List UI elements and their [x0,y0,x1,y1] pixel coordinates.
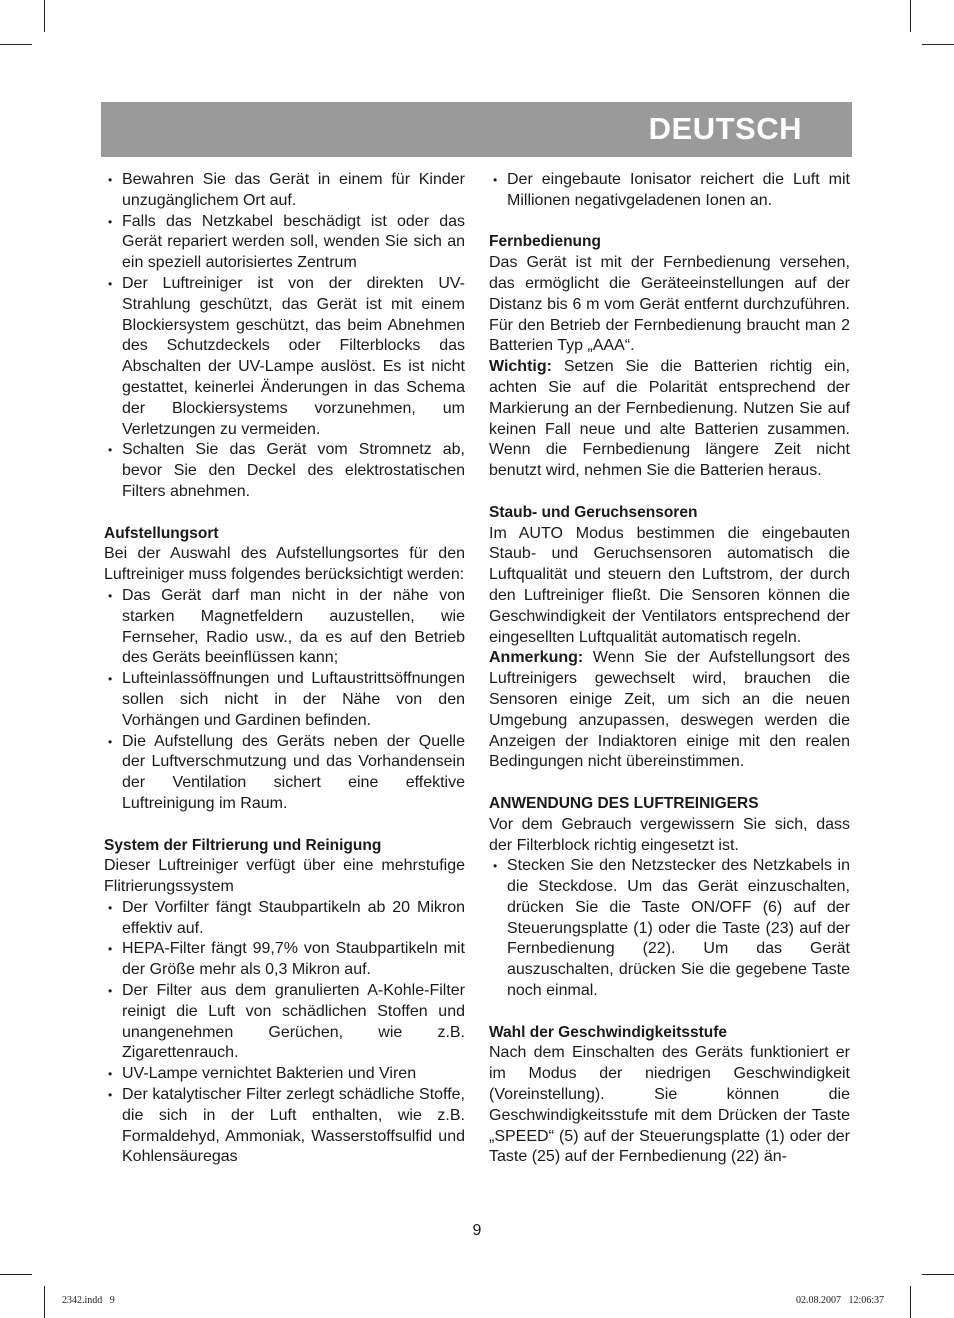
list-item: • HEPA-Filter fängt 99,7% von Staubpartikeln mit der Größe mehr als 0,3 Mikron auf. [104,939,465,981]
crop-mark [910,1286,911,1318]
crop-mark [922,1274,954,1275]
section-heading-fernbedienung: Fernbedienung [489,233,601,251]
placement-bullet-list [104,586,465,815]
crop-mark [910,0,911,32]
usage-bullet-list [489,856,850,1002]
list-item: • Bewahren Sie das Gerät in einem für Kinder unzugänglichem Ort auf. [104,170,465,212]
language-title: DEUTSCH [648,111,802,146]
right-column [489,170,850,1168]
ionizer-bullet-list [489,170,850,212]
page-number: 9 [472,1222,482,1239]
list-item: • UV-Lampe vernichtet Bakterien und Viren [104,1064,465,1085]
list-item: • Stecken Sie den Netzstecker des Netzkabels in die Steckdose. Um das Gerät einzuschalten, drücken Sie die Taste ON/OFF (6) auf der Steuerungsplatte (1) oder die Taste (23) auf der Fernbedienung (22). Um das Gerät auszuschalten, drücken Sie die gegebene Taste noch einmal. [489,856,850,1002]
list-item: • Das Gerät darf man nicht in der nähe von starken Magnetfeldern auzustellen, wie Fernseher, Radio usw., da es auf den Betrieb des Geräts beeinflüssen kann; [104,586,465,669]
list-item: • Der katalytischer Filter zerlegt schädliche Stoffe, die sich in der Luft enthalten, wie z.B. Formaldehyd, Ammoniak, Wasserstoffsulfid und Kohlensäuregas [104,1085,465,1168]
section-heading-sensoren: Staub- und Geruchsensoren [489,503,698,521]
list-item: • Der Vorfilter fängt Staubpartikeln ab 20 Mikron effektiv auf. [104,898,465,940]
section-text: Dieser Luftreiniger verfügt über eine mehrstufige Flitrierungssystem [104,857,465,896]
list-item: • Schalten Sie das Gerät vom Stromnetz ab, bevor Sie den Deckel des elektrostatischen Filters abnehmen. [104,440,465,502]
section-text: Im AUTO Modus bestimmen die eingebauten Staub- und Geruchsensoren automatisch die Luftqualität und steuern den Luftstrom, der durch den Luftreiniger fließt. Die Sensoren können die Geschwindigkeit der Ventilators entsprechend der eingesellten Luftqualität automatisch regeln. [489,524,850,646]
section-heading-filtrierung: System der Filtrierung und Reinigung [104,836,382,854]
section-text: Nach dem Einschalten des Geräts funktioniert er im Modus der niedrigen Geschwindigkeit (Voreinstellung). Sie können die Geschwindigkeitsstufe mit dem Drücken der Taste „SPEED“ (5) auf der Steuerungsplatte (1) oder der Taste (25) auf der Fernbedienung (22) än- [489,1044,850,1166]
section-heading-anwendung: ANWENDUNG DES LUFTREINIGERS [489,794,759,812]
note-text: Setzen Sie die Batterien richtig ein, achten Sie auf die Polarität entsprechend der Markierung an der Fernbedienung. Nutzen Sie auf keinen Fall neue und alte Batterien zusammen. Wenn die Fernbedienung längere Zeit nicht benutzt wird, nehmen Sie die Batterien heraus. [489,358,850,480]
crop-mark [44,0,45,32]
safety-bullet-list [104,170,465,503]
list-item: • Der Luftreiniger ist von der direkten UV-Strahlung geschützt, das Gerät ist mit einem Blockiersystem geschützt, das beim Abnehmen des Schutzdeckels oder Filterblocks das Abschalten der UV-Lampe auslöst. Es ist nicht gestattet, keinerlei Änderungen in das Schema der Blockiersystems vorzunehmen, um Verletzungen zu vermeiden. [104,274,465,440]
note-paragraph [489,648,850,773]
left-column [104,170,465,1168]
crop-mark [0,1274,32,1275]
list-item: • Falls das Netzkabel beschädigt ist oder das Gerät repariert werden soll, wenden Sie sich an ein speziell autorisiertes Zentrum [104,212,465,274]
crop-mark [922,44,954,45]
note-label: Wichtig: [489,358,552,376]
note-label: Anmerkung: [489,649,584,667]
footer-file-name: 2342.indd 9 [62,1295,115,1306]
note-paragraph [489,357,850,482]
section-heading-geschwindigkeit: Wahl der Geschwindigkeitsstufe [489,1023,728,1041]
crop-mark [44,1286,45,1318]
section-text: Bei der Auswahl des Aufstellungsortes für den Luftreiniger muss folgendes berücksichtigt werden: [104,545,465,584]
section-text: Das Gerät ist mit der Fernbedienung versehen, das ermöglicht die Geräteeinstellungen auf der Distanz bis 6 m vom Gerät entfernt durchzuführen. Für den Betrieb der Fernbedienung braucht man 2 Batterien Typ „AAA“. [489,254,850,355]
list-item: • Der eingebaute Ionisator reichert die Luft mit Millionen negativgeladenen Ionen an. [489,170,850,212]
language-header-bar [101,102,852,157]
footer-timestamp: 02.08.2007 12:06:37 [795,1295,884,1306]
note-text: Wenn Sie der Aufstellungsort des Luftreinigers gewechselt wird, brauchen die Sensoren einige Zeit, um sich an die neuen Umgebung anzupassen, deswegen werden die Anzeigen der Indiaktoren einige mit den realen Bedingungen nicht übereinstimmen. [489,649,850,771]
filter-bullet-list [104,898,465,1168]
list-item: • Der Filter aus dem granulierten A-Kohle-Filter reinigt die Luft von schädlichen Stoffen und unangenehmen Gerüchen, wie z.B. Zigarettenrauch. [104,981,465,1064]
section-text: Vor dem Gebrauch vergewissern Sie sich, dass der Filterblock richtig eingesetzt ist. [489,815,850,854]
crop-mark [0,44,32,45]
list-item: • Lufteinlassöffnungen und Luftaustrittsöffnungen sollen sich nicht in der Nähe von den Vorhängen und Gardinen befinden. [104,669,465,731]
section-heading-aufstellungsort: Aufstellungsort [104,524,219,542]
list-item: • Die Aufstellung des Geräts neben der Quelle der Luftverschmutzung und das Vorhandensein der Ventilation sichert eine effektive Luftreinigung im Raum. [104,732,465,815]
